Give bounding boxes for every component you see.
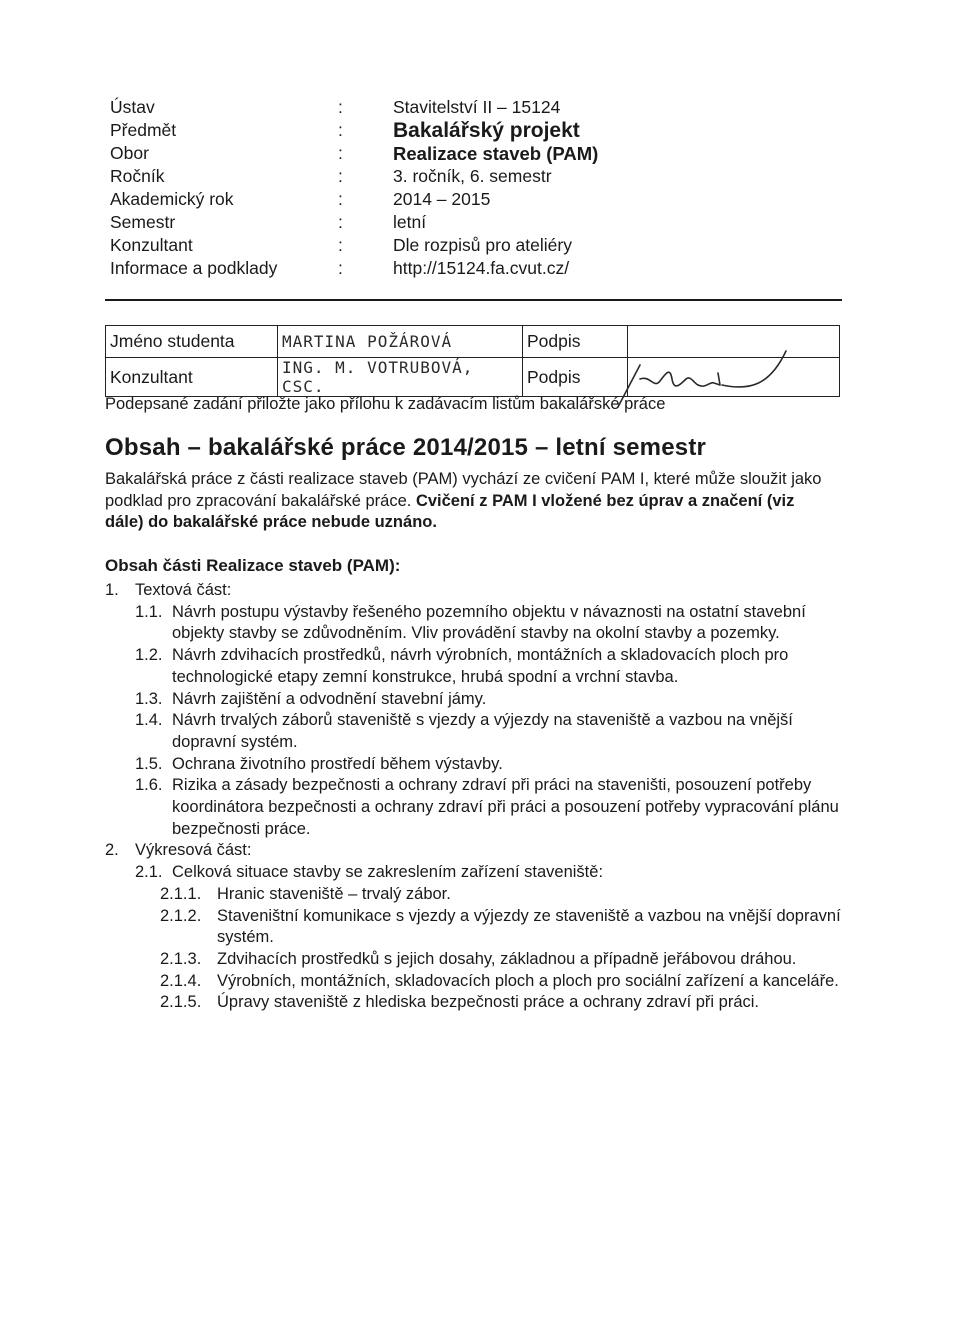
info-link[interactable]: http://15124.fa.cvut.cz/ [393, 258, 570, 278]
consultant-name: ING. M. VOTRUBOVÁ, CSC. [278, 358, 523, 397]
info-colon: : [338, 97, 343, 117]
outline-text: Návrh zajištění a odvodnění stavební jámy. [172, 689, 487, 708]
section-heading: Obsah části Realizace staveb (PAM): [105, 556, 401, 575]
header-info [110, 96, 598, 280]
outline-text: Zdvihacích prostředků s jejich dosahy, základnou a případně jeřábovou dráhou. [217, 949, 797, 968]
content-outline [105, 580, 845, 1014]
info-value: 2014 – 2015 [393, 189, 491, 209]
outline-number: 1.3. [135, 689, 163, 708]
info-label: Předmět [110, 120, 177, 140]
info-row-konzultant [110, 234, 598, 257]
outline-text: Návrh zdvihacích prostředků, návrh výrobních, montážních a skladovacích ploch pro technologické etapy zemní konstrukce, hrubá spodní a vrchní stavba. [172, 646, 789, 686]
outline-text: Výrobních, montážních, skladovacích ploch a ploch pro sociální zařízení a kanceláře. [217, 971, 839, 990]
outline-number: 1.4. [135, 711, 163, 730]
outline-number: 1.6. [135, 776, 163, 795]
info-colon: : [338, 166, 343, 186]
outline-subitem [135, 645, 845, 688]
outline-number: 2.1.5. [160, 993, 202, 1012]
outline-subsubitem [160, 949, 845, 971]
info-value: Dle rozpisů pro ateliéry [393, 235, 572, 255]
outline-number: 1.1. [135, 602, 163, 621]
info-colon: : [338, 143, 343, 163]
signature-label: Podpis [523, 326, 628, 358]
outline-subsubitem [160, 971, 845, 993]
outline-subitem [135, 602, 845, 645]
outline-number: 2. [105, 841, 119, 860]
outline-number: 2.1.4. [160, 971, 202, 990]
info-label: Obor [110, 143, 149, 163]
outline-item [105, 840, 845, 862]
intro-text: Bakalářská práce z části realizace staveb (PAM) vychází ze cvičení PAM I, které může sloužit jako podklad pro zpracování bakalářské práce. [105, 470, 822, 510]
outline-text: Hranic staveniště – trvalý zábor. [217, 884, 451, 903]
info-row-akademicky-rok [110, 188, 598, 211]
outline-subsubitem [160, 906, 845, 949]
outline-subsubitem [160, 884, 845, 906]
intro-paragraph [105, 469, 825, 534]
outline-text: Rizika a zásady bezpečnosti a ochrany zdraví při práci na staveništi, posouzení potřeby koordinátora bezpečnosti a ochrany zdraví při práci a posouzení potřeby vypracování plánu bezpečnosti práce. [172, 776, 839, 838]
outline-text: Staveništní komunikace s vjezdy a výjezdy ze staveniště a vazbou na vnější dopravní systém. [217, 906, 841, 947]
outline-text: Výkresová část: [135, 841, 252, 860]
outline-number: 2.1. [135, 863, 163, 882]
outline-subitem [135, 710, 845, 753]
consultant-label: Konzultant [106, 358, 278, 397]
info-row-informace [110, 257, 598, 280]
outline-number: 1.5. [135, 754, 163, 773]
outline-number: 1. [105, 581, 119, 599]
outline-text: Návrh postupu výstavby řešeného pozemního objektu v návaznosti na ostatní stavební objekty stavby se zdůvodněním. Vliv provádění stavby na okolní stavby a pozemky. [172, 602, 806, 643]
info-value: Stavitelství II – 15124 [393, 97, 561, 117]
intro-warning: Cvičení z PAM I vložené bez úprav a značení (viz dále) do bakalářské práce nebude uznáno. [105, 491, 795, 531]
outline-text: Textová část: [135, 581, 232, 599]
info-label: Semestr [110, 212, 176, 232]
info-row-rocnik [110, 165, 598, 188]
info-label: Ústav [110, 97, 155, 117]
info-value: 3. ročník, 6. semestr [393, 166, 552, 186]
attachment-note: Podepsané zadání přiložte jako přílohu k zadávacím listům bakalářské práce [105, 395, 666, 413]
student-label: Jméno studenta [106, 326, 278, 358]
outline-text: Návrh trvalých záborů staveniště s vjezdy a výjezdy na staveniště a vazbou na vnější dopravní systém. [172, 711, 793, 751]
outline-subitem [135, 754, 845, 776]
signature-label: Podpis [523, 358, 628, 397]
outline-text: Ochrana životního prostředí během výstavby. [172, 754, 503, 773]
info-row-predmet [110, 119, 598, 142]
student-name: MARTINA POŽÁROVÁ [278, 326, 523, 358]
outline-text: Úpravy staveniště z hlediska bezpečnosti práce a ochrany zdraví při práci. [217, 993, 760, 1012]
info-value: Bakalářský projekt [393, 119, 580, 142]
outline-number: 2.1.2. [160, 906, 202, 925]
info-row-ustav [110, 96, 598, 119]
info-colon: : [338, 120, 343, 140]
info-row-obor [110, 142, 598, 165]
outline-number: 2.1.1. [160, 884, 202, 903]
outline-subitem [135, 862, 845, 884]
info-label: Akademický rok [110, 189, 234, 209]
info-value: Realizace staveb (PAM) [393, 143, 599, 164]
info-label: Konzultant [110, 235, 193, 255]
info-label: Informace a podklady [110, 258, 278, 278]
horizontal-rule [105, 299, 842, 301]
outline-subsubitem [160, 992, 845, 1014]
outline-number: 1.2. [135, 646, 163, 665]
info-colon: : [338, 212, 343, 232]
outline-subitem [135, 689, 845, 711]
info-value: letní [393, 212, 427, 232]
info-row-semestr [110, 211, 598, 234]
outline-number: 2.1.3. [160, 949, 202, 968]
outline-subitem [135, 775, 845, 840]
page-title: Obsah – bakalářské práce 2014/2015 – letní semestr [105, 434, 707, 461]
info-colon: : [338, 189, 343, 209]
outline-text: Celková situace stavby se zakreslením zařízení staveniště: [172, 863, 604, 882]
info-label: Ročník [110, 166, 165, 186]
info-colon: : [338, 258, 343, 278]
info-colon: : [338, 235, 343, 255]
outline-item [105, 580, 845, 602]
